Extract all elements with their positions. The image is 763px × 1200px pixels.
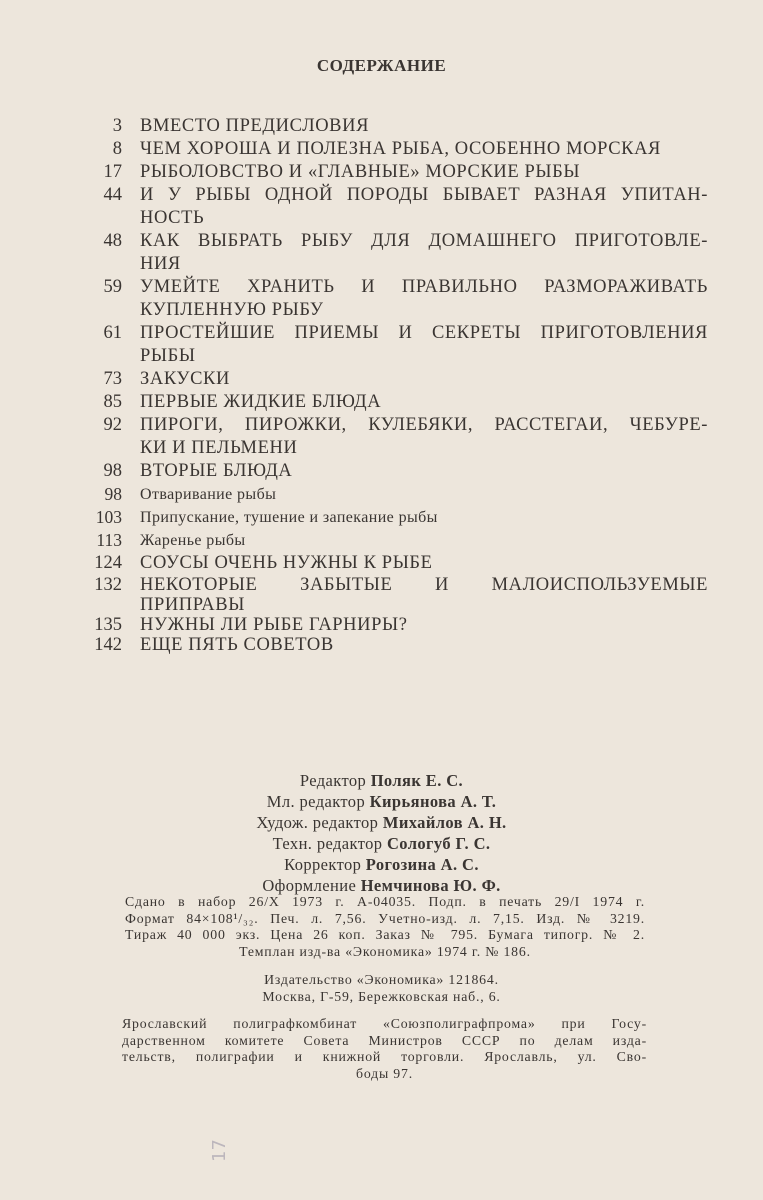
toc-entry-title xyxy=(140,529,708,552)
credit-name: Поляк Е. С. xyxy=(370,771,464,790)
toc-page-number: 61 xyxy=(103,323,122,343)
toc-page-number: 135 xyxy=(94,615,122,635)
toc-page-number: 124 xyxy=(94,553,122,573)
credit-name: Сологуб Г. С. xyxy=(386,834,491,853)
toc-entry xyxy=(88,483,708,506)
imprint-details xyxy=(125,894,645,960)
page-title: СОДЕРЖАНИЕ xyxy=(316,56,447,75)
printer-line: тельств, полиграфии и книжной торговли. Ярославль, ул. Сво- xyxy=(122,1049,647,1064)
toc-entry xyxy=(88,414,708,460)
toc-entry-line: НУЖНЫ ЛИ РЫБЕ ГАРНИРЫ? xyxy=(140,615,408,635)
toc-entry-line: И У РЫБЫ ОДНОЙ ПОРОДЫ БЫВАЕТ РАЗНАЯ УПИТАН- xyxy=(140,185,708,205)
toc-entry-title xyxy=(140,414,708,460)
toc-entry-line: КИ И ПЕЛЬМЕНИ xyxy=(140,438,298,458)
toc-entry-title xyxy=(140,230,708,276)
toc-entry xyxy=(88,615,708,635)
publisher-line: Москва, Г-59, Бережковская наб., 6. xyxy=(262,988,501,1004)
toc-entry-line: КУПЛЕННУЮ РЫБУ xyxy=(140,300,324,320)
imprint-line: Тираж 40 000 экз. Цена 26 коп. Заказ № 795. Бумага типогр. № 2. xyxy=(125,927,645,942)
credit-line xyxy=(0,875,763,896)
printer-line: боды 97. xyxy=(356,1065,413,1081)
toc-entry xyxy=(88,138,708,161)
publisher-line: Издательство «Экономика» 121864. xyxy=(264,972,499,987)
table-of-contents xyxy=(88,115,708,655)
toc-entry-title xyxy=(140,115,708,138)
toc-entry xyxy=(88,391,708,414)
credit-name: Михайлов А. Н. xyxy=(382,813,507,832)
toc-entry-line: ПРОСТЕЙШИЕ ПРИЕМЫ И СЕКРЕТЫ ПРИГОТОВЛЕНИЯ xyxy=(140,323,708,343)
credit-line xyxy=(0,833,763,854)
toc-entry-line: ЧЕМ ХОРОША И ПОЛЕЗНА РЫБА, ОСОБЕННО МОРСКАЯ xyxy=(140,139,661,159)
toc-entry-line: ПЕРВЫЕ ЖИДКИЕ БЛЮДА xyxy=(140,392,382,412)
toc-entry-line: УМЕЙТЕ ХРАНИТЬ И ПРАВИЛЬНО РАЗМОРАЖИВАТЬ xyxy=(140,277,708,297)
toc-entry xyxy=(88,529,708,552)
toc-entry-title xyxy=(140,506,708,529)
toc-entry xyxy=(88,276,708,322)
toc-entry-line: ЗАКУСКИ xyxy=(140,369,230,389)
toc-entry-title xyxy=(140,635,708,655)
toc-entry-line: РЫБОЛОВСТВО И «ГЛАВНЫЕ» МОРСКИЕ РЫБЫ xyxy=(140,162,581,182)
toc-entry xyxy=(88,184,708,230)
toc-entry-line: Жаренье рыбы xyxy=(140,532,246,549)
credit-name: Кирьянова А. Т. xyxy=(369,792,497,811)
toc-entry-title xyxy=(140,575,708,615)
toc-entry xyxy=(88,635,708,655)
toc-entry-line: ВТОРЫЕ БЛЮДА xyxy=(140,461,293,481)
toc-entry-line: НОСТЬ xyxy=(140,208,205,228)
toc-page-number: 98 xyxy=(103,461,122,481)
printer-line: дарственном комитете Совета Министров СССР по делам изда- xyxy=(122,1032,647,1048)
toc-page-number: 3 xyxy=(112,116,122,136)
toc-entry xyxy=(88,322,708,368)
toc-entry xyxy=(88,460,708,483)
toc-entry-line: Отваривание рыбы xyxy=(140,486,277,503)
imprint-line: Темплан изд-ва «Экономика» 1974 г. № 186. xyxy=(239,943,531,959)
toc-page-number: 59 xyxy=(103,277,122,297)
credit-name: Немчинова Ю. Ф. xyxy=(360,876,501,895)
credit-line xyxy=(0,770,763,791)
toc-page-number: 8 xyxy=(112,139,122,159)
credit-role: Техн. редактор xyxy=(272,834,383,853)
toc-entry-title xyxy=(140,391,708,414)
printer-info xyxy=(122,1016,647,1082)
toc-entry-title xyxy=(140,368,708,391)
toc-page-number: 98 xyxy=(104,484,122,504)
credit-role: Худож. редактор xyxy=(256,813,379,832)
toc-entry xyxy=(88,506,708,529)
toc-page-number: 132 xyxy=(94,575,122,595)
toc-entry-title xyxy=(140,483,708,506)
toc-entry-line: Припускание, тушение и запекание рыбы xyxy=(140,509,438,526)
toc-entry-line: КАК ВЫБРАТЬ РЫБУ ДЛЯ ДОМАШНЕГО ПРИГОТОВЛЕ- xyxy=(140,231,708,251)
toc-entry-title xyxy=(140,138,708,161)
toc-page-number: 48 xyxy=(103,231,122,251)
toc-entry-line: ПИРОГИ, ПИРОЖКИ, КУЛЕБЯКИ, РАССТЕГАИ, ЧЕБУРЕ- xyxy=(140,415,708,435)
toc-page-number: 85 xyxy=(103,392,122,412)
toc-entry xyxy=(88,552,708,575)
credit-name: Рогозина А. С. xyxy=(365,855,479,874)
credit-role: Мл. редактор xyxy=(266,792,366,811)
toc-page-number: 73 xyxy=(103,369,122,389)
printer-line: Ярославский полиграфкомбинат «Союзполиграфпрома» при Госу- xyxy=(122,1016,647,1031)
toc-entry xyxy=(88,230,708,276)
toc-entry-title xyxy=(140,552,708,575)
toc-entry-title xyxy=(140,161,708,184)
toc-page-number: 92 xyxy=(103,415,122,435)
toc-entry-title xyxy=(140,184,708,230)
editorial-credits xyxy=(0,770,763,896)
pencil-mark: 17 xyxy=(208,1139,230,1162)
toc-page-number: 103 xyxy=(95,507,122,527)
toc-entry-line: ЕЩЕ ПЯТЬ СОВЕТОВ xyxy=(140,635,334,655)
toc-entry-line: РЫБЫ xyxy=(140,346,196,366)
toc-entry xyxy=(88,368,708,391)
toc-entry-title xyxy=(140,276,708,322)
toc-entry-line: НЕКОТОРЫЕ ЗАБЫТЫЕ И МАЛОИСПОЛЬЗУЕМЫЕ xyxy=(140,575,708,595)
toc-entry xyxy=(88,115,708,138)
toc-page-number: 113 xyxy=(96,530,122,550)
toc-entry xyxy=(88,161,708,184)
imprint-line: Сдано в набор 26/X 1973 г. А-04035. Подп. в печать 29/I 1974 г. xyxy=(125,894,645,909)
toc-entry xyxy=(88,575,708,615)
toc-entry-line: НИЯ xyxy=(140,254,181,274)
toc-entry-line: СОУСЫ ОЧЕНЬ НУЖНЫ К РЫБЕ xyxy=(140,553,433,573)
credit-line xyxy=(0,812,763,833)
imprint-line: Формат 84×108¹/₃₂. Печ. л. 7,56. Учетно-изд. л. 7,15. Изд. № 3219. xyxy=(125,910,645,926)
credit-line xyxy=(0,854,763,875)
toc-entry-title xyxy=(140,460,708,483)
credit-role: Корректор xyxy=(284,855,362,874)
toc-entry-line: ВМЕСТО ПРЕДИСЛОВИЯ xyxy=(140,116,370,136)
toc-entry-title xyxy=(140,322,708,368)
toc-page-number: 17 xyxy=(103,162,122,182)
publisher-address xyxy=(0,972,763,1005)
toc-entry-title xyxy=(140,615,708,635)
toc-page-number: 142 xyxy=(94,635,122,655)
credit-role: Редактор xyxy=(299,771,367,790)
toc-page-number: 44 xyxy=(103,185,122,205)
toc-entry-line: ПРИПРАВЫ xyxy=(140,595,245,615)
credit-line xyxy=(0,791,763,812)
credit-role: Оформление xyxy=(262,876,357,895)
